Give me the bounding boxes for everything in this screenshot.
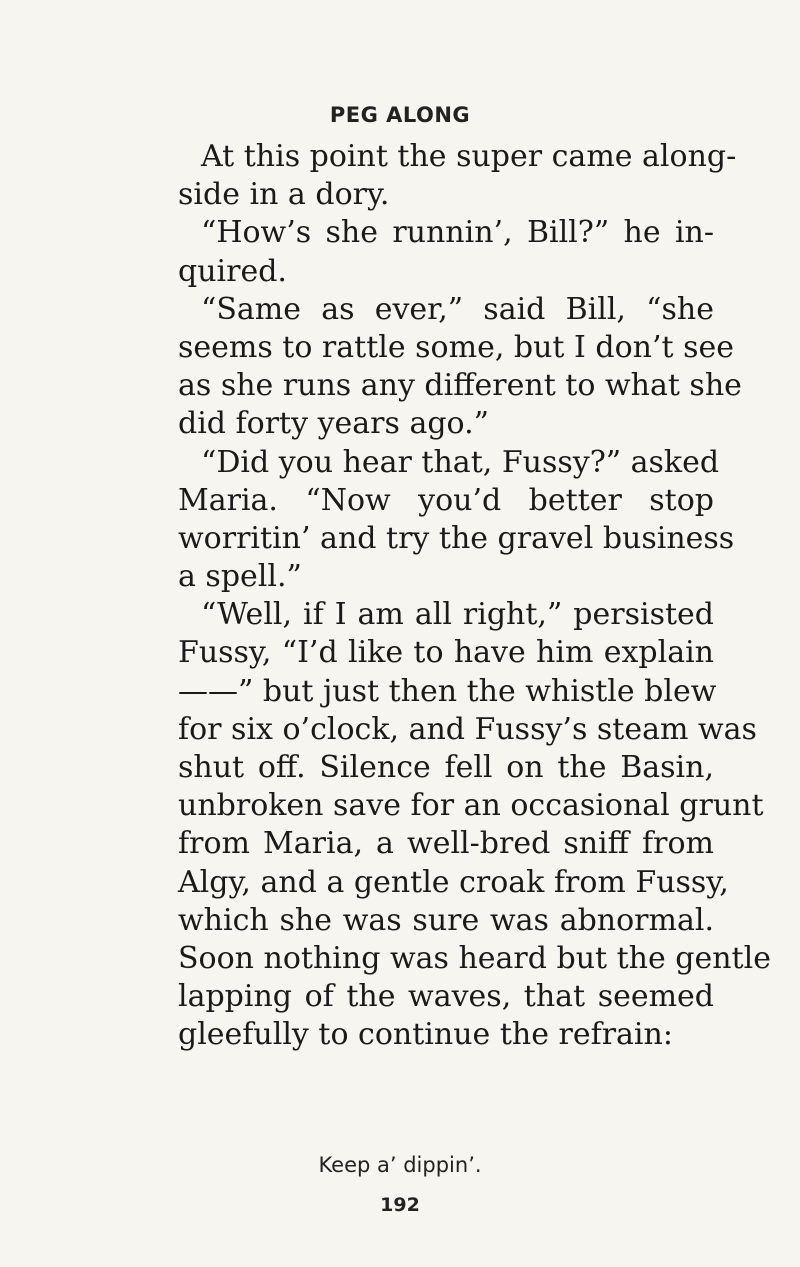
text-line: Soon nothing was heard but the gentle <box>178 940 771 976</box>
body-text <box>178 138 771 1055</box>
text-line: from Maria, a well-bred sniff from <box>178 826 714 862</box>
text-line: “Well, if I am all right,” persisted <box>201 597 714 633</box>
text-line: seems to rattle some, but I don’t see <box>178 329 735 365</box>
text-line: lapping of the waves, that seemed <box>178 979 714 1015</box>
text-line: for six o’clock, and Fussy’s steam was <box>178 711 757 747</box>
text-line: “How’s she runnin’, Bill?” he in- <box>201 215 714 251</box>
text-line: unbroken save for an occasional grunt <box>178 788 764 824</box>
text-line: did forty years ago.” <box>178 406 489 442</box>
text-line: Maria. “Now you’d better stop <box>178 482 714 518</box>
running-head: PEG ALONG <box>329 103 471 127</box>
text-line: shut off. Silence fell on the Basin, <box>178 750 714 785</box>
text-line: gleefully to continue the refrain: <box>178 1017 673 1053</box>
text-line: ——” but just then the whistle blew <box>178 673 717 709</box>
text-line: At this point the super came along- <box>201 139 737 174</box>
verse-line: Keep a’ dippin’. <box>318 1153 482 1177</box>
text-line: “Same as ever,” said Bill, “she <box>201 291 714 327</box>
page-number: 192 <box>380 1194 420 1216</box>
text-line: a spell.” <box>178 559 302 595</box>
text-line: quired. <box>178 253 287 289</box>
text-line: “Did you hear that, Fussy?” asked <box>201 444 720 480</box>
text-line: as she runs any different to what she <box>178 368 742 404</box>
text-line: side in a dory. <box>178 177 390 213</box>
text-line: Fussy, “I’d like to have him explain <box>178 635 714 671</box>
text-line: worritin’ and try the gravel business <box>178 520 735 556</box>
text-line: Algy, and a gentle croak from Fussy, <box>178 864 729 900</box>
text-line: which she was sure was abnormal. <box>178 902 714 938</box>
